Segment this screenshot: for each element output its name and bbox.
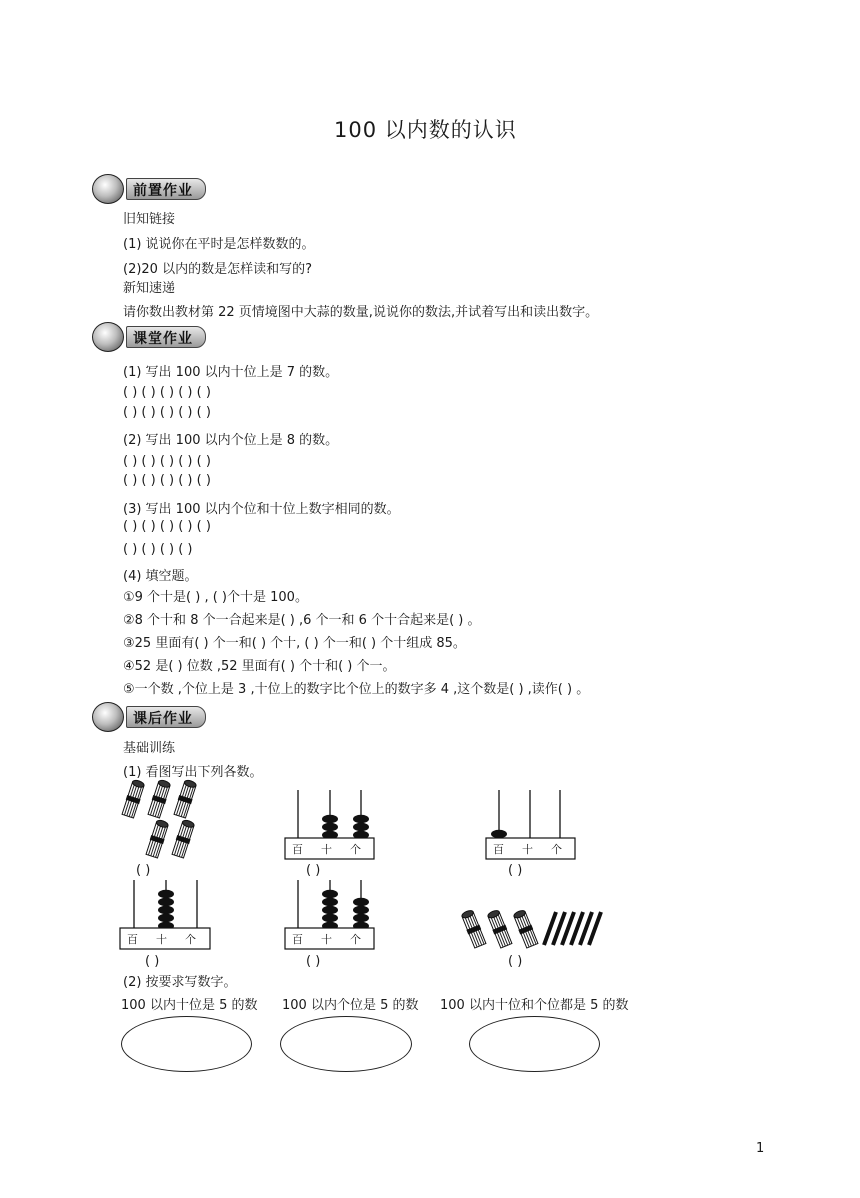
bundle-icon — [173, 779, 198, 819]
label-hundreds: 百 — [292, 843, 321, 856]
bundle-icon — [512, 909, 539, 949]
basic-training-heading: 基础训练 — [123, 741, 176, 756]
label-tens: 十 — [156, 933, 185, 946]
class-question-1: (1) 写出 100 以内十位上是 7 的数。 — [123, 365, 339, 380]
abacus-labels — [292, 931, 379, 947]
after-question-2: (2) 按要求写数字。 — [123, 975, 237, 990]
answer-blank: ( ) — [145, 954, 160, 969]
answer-row: ( ) ( ) ( ) ( ) — [123, 542, 193, 557]
label-ones: 个 — [551, 843, 580, 856]
page-number: 1 — [756, 1141, 765, 1156]
label-hundreds: 百 — [493, 843, 522, 856]
answer-oval — [280, 1016, 412, 1072]
old-link-heading: 旧知链接 — [123, 212, 176, 227]
fill-blank-2: ②8 个十和 8 个一合起来是( ) ,6 个一和 6 个十合起来是( ) 。 — [123, 613, 481, 628]
category-ones-5: 100 以内个位是 5 的数 — [282, 998, 419, 1013]
new-link-text: 请你数出教材第 22 页情境图中大蒜的数量,说说你的数法,并试着写出和读出数字。 — [123, 305, 599, 320]
bundle-icon — [486, 909, 513, 949]
label-ones: 个 — [350, 933, 379, 946]
new-link-heading: 新知速递 — [123, 281, 176, 296]
banner-label: 课后作业 — [133, 711, 193, 727]
answer-oval — [121, 1016, 252, 1072]
bundle-icon — [121, 779, 146, 819]
fill-blank-4: ④52 是( ) 位数 ,52 里面有( ) 个十和( ) 个一。 — [123, 659, 396, 674]
label-ones: 个 — [350, 843, 379, 856]
bundles-picture-1 — [121, 779, 198, 859]
label-hundreds: 百 — [292, 933, 321, 946]
label-tens: 十 — [321, 843, 350, 856]
pre-question-1: (1) 说说你在平时是怎样数数的。 — [123, 237, 315, 252]
bundle-icon — [147, 779, 172, 819]
class-question-2: (2) 写出 100 以内个位上是 8 的数。 — [123, 433, 339, 448]
bundle-icon — [171, 819, 196, 859]
answer-blank: ( ) — [508, 954, 523, 969]
answer-blank: ( ) — [306, 863, 321, 878]
fill-blank-1: ①9 个十是( ) , ( )个十是 100。 — [123, 590, 308, 605]
abacus-labels — [493, 841, 580, 857]
banner-label: 前置作业 — [133, 183, 193, 199]
answer-row: ( ) ( ) ( ) ( ) ( ) — [123, 473, 211, 488]
answer-blank: ( ) — [306, 954, 321, 969]
category-both-5: 100 以内十位和个位都是 5 的数 — [440, 998, 629, 1013]
fill-blank-5: ⑤一个数 ,个位上是 3 ,十位上的数字比个位上的数字多 4 ,这个数是( ) ,读作( ) 。 — [123, 682, 590, 697]
category-tens-5: 100 以内十位是 5 的数 — [121, 998, 258, 1013]
answer-blank: ( ) — [136, 863, 151, 878]
answer-row: ( ) ( ) ( ) ( ) ( ) — [123, 519, 211, 534]
answer-row: ( ) ( ) ( ) ( ) ( ) — [123, 385, 211, 400]
class-question-3: (3) 写出 100 以内个位和十位上数字相同的数。 — [123, 502, 400, 517]
label-tens: 十 — [321, 933, 350, 946]
label-ones: 个 — [185, 933, 214, 946]
class-question-4: (4) 填空题。 — [123, 569, 198, 584]
fill-blank-3: ③25 里面有( ) 个一和( ) 个十, ( ) 个一和( ) 个十组成 85。 — [123, 636, 466, 651]
bundles-picture-2 — [460, 909, 601, 949]
banner-label: 课堂作业 — [133, 331, 193, 347]
abacus-labels — [292, 841, 379, 857]
answer-oval — [469, 1016, 600, 1072]
bundle-icon — [460, 909, 487, 949]
page-title: 100 以内数的认识 — [334, 118, 517, 142]
answer-row: ( ) ( ) ( ) ( ) ( ) — [123, 405, 211, 420]
abacus-labels — [127, 931, 214, 947]
label-tens: 十 — [522, 843, 551, 856]
label-hundreds: 百 — [127, 933, 156, 946]
answer-blank: ( ) — [508, 863, 523, 878]
pre-question-2: (2)20 以内的数是怎样读和写的? — [123, 262, 312, 277]
after-question-1: (1) 看图写出下列各数。 — [123, 765, 263, 780]
answer-row: ( ) ( ) ( ) ( ) ( ) — [123, 454, 211, 469]
bundle-icon — [145, 819, 170, 859]
